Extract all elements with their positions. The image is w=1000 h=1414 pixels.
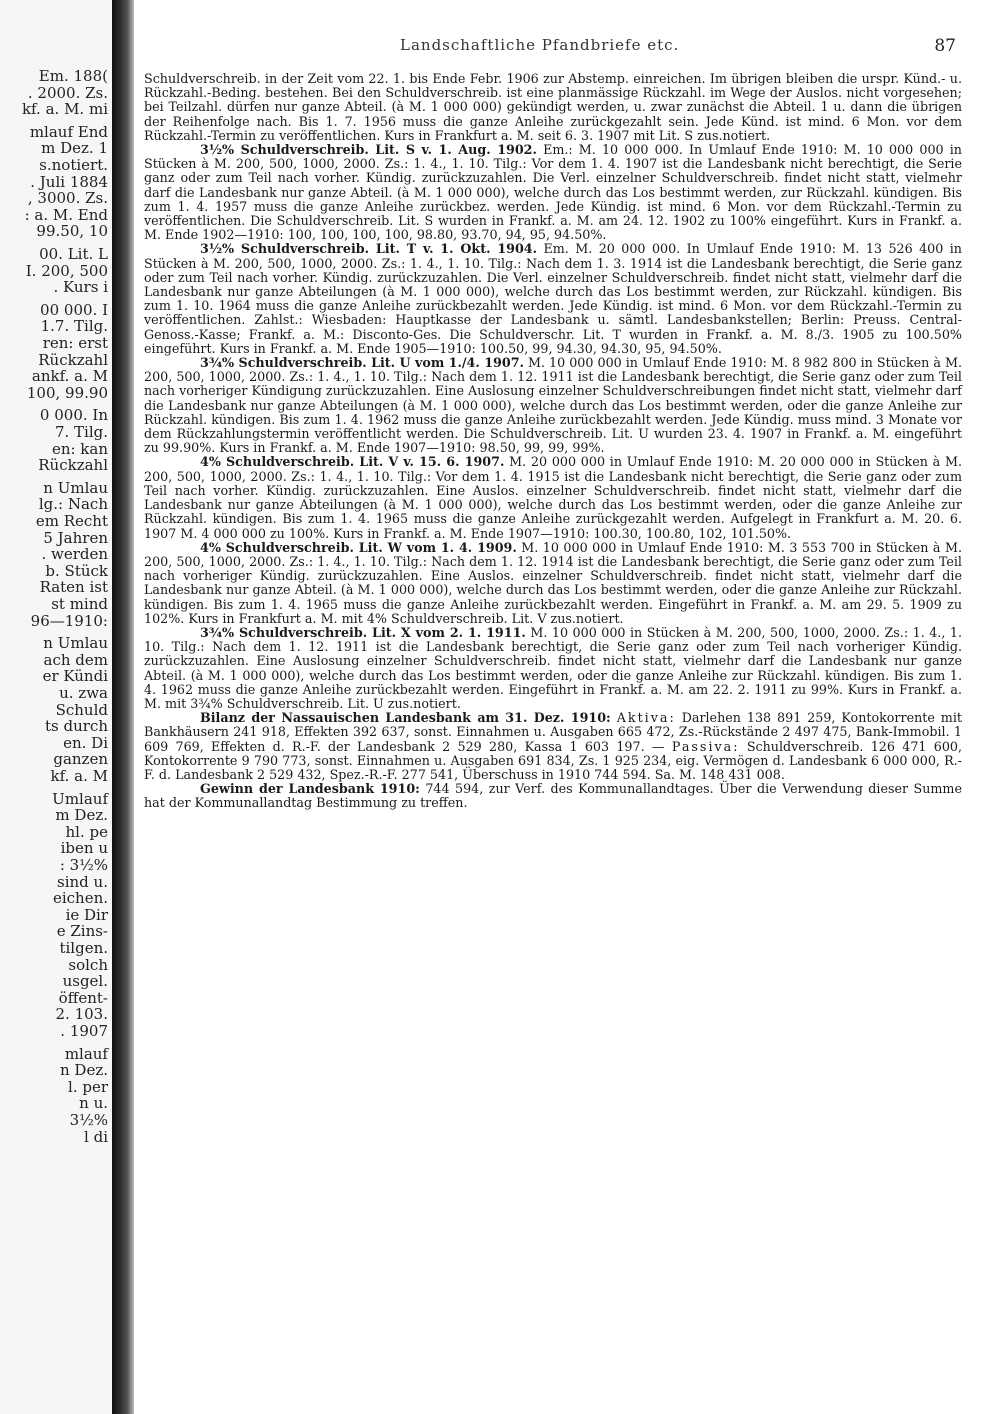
- strip-line: tilgen.: [59, 939, 108, 957]
- strip-line: 1.7. Tilg.: [40, 317, 108, 336]
- strip-line: . 1907: [60, 1022, 108, 1040]
- section-body: Em. M. 20 000 000. In Umlauf Ende 1910: M. 13 526 400 in Stücken à M. 200, 500, 1000, 2000. Zs.: 1. 4., 1. 10. Tilg.: Nach dem 1. 3. 1914 ist die Landesbank berechtigt, die Serie ganz oder zum Teil nach vorher. Kündig. zurückzuzahlen. Die Verl. einzelner Schuldverschreib. findet nicht statt, vielmehr darf die Landesbank nur ganze Abteilungen (à M. 1 000 000), welche durch das Los bestimmt werden, zur Rückzahl. kündigen. Bis zum 1. 10. 1964 muss die ganze Anleihe zurückbezahlt werden. Jede Kündig. ist mind. 6 Mon. vor dem Rückzahl.-Termin zu veröffentlichen. Zahlst.: Wiesbaden: Hauptkasse der Landesbank u. sämtl. Landesbankstellen; Berlin: Preuss. Central-Genoss.-Kasse; Frankf. a. M.: Disconto-Ges. Die Schuldverschr. Lit. T wurden in Frankf. a. M. 8./3. 1905 zu 100.50% eingeführt. Kurs in Frankf. a. M. Ende 1905—1910: 100.50, 99, 94.30, 94.30, 95, 94.50%.: [144, 241, 962, 356]
- running-title: Landschaftliche Pfandbriefe etc.: [400, 36, 680, 54]
- strip-line: 0 000. In: [39, 406, 108, 425]
- strip-line: Rückzahl: [38, 456, 108, 475]
- strip-line: e Zins-: [56, 922, 108, 941]
- strip-line: eichen.: [52, 889, 108, 908]
- main-text: [144, 72, 962, 811]
- strip-line: iben u: [60, 839, 108, 858]
- strip-line: u. zwa: [59, 684, 108, 702]
- strip-line: er Kündi: [42, 667, 108, 686]
- strip-line: lg.: Nach: [38, 495, 108, 514]
- strip-line: usgel.: [62, 972, 108, 991]
- section-body: M. 20 000 000 in Umlauf Ende 1910: M. 20 000 000 in Stücken à M. 200, 500, 1000, 2000. Zs.: 1. 4., 1. 10. Tilg.: Vor dem 1. 4. 1915 ist die Landesbank nicht berechtigt, die Serie ganz oder zum Teil nach vorher. Kündig. zurückzuzahlen. Eine Auslos. einzelner Schuldverschreib. findet nicht statt, vielmehr darf die Landesbank nur ganze Abteilungen (à M. 1 000 000), welche durch das Los bestimmt werden, oder die ganze Anleihe zur Rückzahl. kündigen. Bis zum 1. 4. 1965 muss die ganze Anleihe zurückgezahlt werden. Aufgelegt in Frankfurt a. M. 20. 6. 1907 M. 4 000 000 zu 100%. Kurs in Frankf. a. M. Ende 1907—1910: 100.30, 100.80, 102, 101.50%.: [144, 454, 962, 541]
- strip-line: 2. 103.: [55, 1005, 108, 1024]
- strip-line: Umlauf: [52, 789, 108, 808]
- strip-line: 96—1910:: [30, 611, 108, 630]
- section-title: 3½% Schuldverschreib. Lit. T v. 1. Okt. 1904.: [200, 241, 538, 257]
- strip-line: ankf. a. M: [31, 367, 108, 386]
- section-lit-t: [144, 242, 962, 356]
- strip-line: m Dez.: [55, 806, 108, 825]
- strip-line: Em. 188(: [38, 67, 108, 85]
- paragraph-text: Schuldverschreib. in der Zeit vom 22. 1. bis Ende Febr. 1906 zur Abstemp. einreichen. Im übrigen bleiben die urspr. Künd.- u. Rückzahl.-Beding. bestehen. Bei den Schuldverschreib. ist eine planmässige Rückzahl. im Wege der Auslos. nicht vorgesehen; bei Teilzahl. dürfen nur ganze Abteil. (à M. 1 000 000) gekündigt werden, u. zwar zunächst die Abteil. 1 u. dann die übrigen der Reihenfolge nach. Bis 1. 7. 1956 muss die ganze Anleihe zurückgezahlt sein. Jede Künd. ist mind. 6 Mon. vor dem Rückzahl.-Termin zu veröffentlichen. Kurs in Frankfurt a. M. seit 6. 3. 1907 mit Lit. S zus.notiert.: [144, 71, 962, 143]
- strip-line: ach dem: [43, 650, 108, 669]
- section-title: Gewinn der Landesbank 1910:: [200, 781, 420, 797]
- section-lit-x: [144, 626, 962, 711]
- aktiva-body: Darlehen 138 891 259, Kontokorrente mit Bankhäusern 241 918, Effekten 392 637, sonst. Einnahmen u. Ausgaben 665 472, Zs.-Rückstände 2 497 475, Bank-Immobil. 1 609 769, Effekten d. R.-F. der Landesbank 2 529 280, Kassa 1 603 197. —: [144, 710, 962, 754]
- strip-line: 7. Tilg.: [54, 423, 108, 441]
- strip-line: , 3000. Zs.: [27, 189, 108, 208]
- strip-line: I. 200, 500: [25, 261, 108, 280]
- strip-line: 3½%: [69, 1111, 108, 1129]
- strip-line: Schuld: [55, 700, 108, 719]
- section-body: Em.: M. 10 000 000. In Umlauf Ende 1910: M. 10 000 000 in Stücken à M. 200, 500, 1000, 2000. Zs.: 1. 4., 1. 10. Tilg.: Vor dem 1. 4. 1907 ist die Landesbank nicht berechtigt, die Serie ganz oder zum Teil nach vorher. Kündig. zurückzuzahlen. Die Verl. einzelner Schuldverschreib. findet nicht statt, vielmehr darf die Landesbank nur ganze Abteil. (à M. 1 000 000), welche durch das Los bestimmt werden, zur Rückzahl. kündigen. Bis zum 1. 4. 1957 muss die ganze Anleihe zurückbez. werden. Jede Kündig. ist mind. 6 Mon. vor dem Rückzahl.-Termin zu veröffentlichen. Die Schuldverschreib. Lit. S wurden in Frankf. a. M. am 24. 12. 1902 zu 100% eingeführt. Kurs in Frankf. a. M. Ende 1902—1910: 100, 100, 100, 100, 98.80, 93.70, 94, 95, 94.50%.: [144, 142, 962, 243]
- section-title: 3¾% Schuldverschreib. Lit. U vom 1./4. 1907.: [200, 355, 524, 371]
- strip-line: en. Di: [63, 733, 108, 752]
- section-title: 3½% Schuldverschreib. Lit. S v. 1. Aug. 1902.: [200, 142, 537, 158]
- strip-line: . werden: [41, 545, 108, 564]
- book-gutter: [112, 0, 134, 1414]
- section-body: M. 10 000 000 in Stücken à M. 200, 500, 1000, 2000. Zs.: 1. 4., 1. 10. Tilg.: Nach dem 1. 12. 1911 ist die Landesbank berechtigt, die Serie ganz oder zum Teil nach vorheriger Kündig. zurückzuzahlen. Eine Auslosung einzelner Schuldverschreib. findet nicht statt, vielmehr darf die Landesbank nur ganze Abteil. (à M. 1 000 000), welche durch das Los bestimmt werden, oder die ganze Anleihe zur Rückzahl. kündigen. Bis zum 1. 4. 1962 muss die ganze Anleihe zurückbezahlt werden. Eingeführt in Frankf. a. M. am 22. 2. 1911 zu 99%. Kurs in Frankf. a. M. mit 3¾% Schuldverschreib. Lit. U zus.notiert.: [144, 624, 962, 711]
- strip-line: öffent-: [58, 988, 108, 1007]
- section-title: 3¾% Schuldverschreib. Lit. X vom 2. 1. 1911.: [200, 624, 526, 640]
- strip-line: en: kan: [51, 439, 108, 458]
- strip-line: mlauf End: [29, 122, 108, 141]
- strip-line: m Dez. 1: [41, 139, 108, 158]
- section-lit-w: [144, 541, 962, 626]
- page-number: 87: [934, 36, 956, 56]
- aktiva-label: Aktiva:: [616, 710, 676, 726]
- strip-line: Rückzahl: [38, 350, 108, 369]
- section-body: M. 10 000 000 in Umlauf Ende 1910: M. 8 982 800 in Stücken à M. 200, 500, 1000, 2000. Zs.: 1. 4., 1. 10. Tilg.: Nach dem 1. 12. 1911 ist die Landesbank berechtigt, die Serie ganz oder zum Teil nach vorheriger Kündigung zurückzuzahlen. Eine Auslosung einzelner Schuldverschreibungen findet nicht statt, vielmehr darf die Landesbank nur ganze Abteilungen (à M. 1 000 000), welche durch das Los bestimmt werden, oder die ganze Anleihe zur Rückzahl. kündigen. Bis zum 1. 4. 1962 muss die ganze Anleihe zurückbezahlt werden. Jede Kündig. muss mind. 3 Monate vor dem Rückzahlungstermin veröffentlicht werden. Die Schuldverschreib. Lit. U wurden 23. 4. 1907 in Frankf. a. M. eingeführt zu 99.90%. Kurs in Frankf. a. M. Ende 1907—1910: 98.50, 99, 99, 99%.: [144, 355, 962, 456]
- section-bilanz: [144, 711, 962, 782]
- paragraph-continuation: [144, 72, 962, 143]
- strip-line: n u.: [79, 1094, 108, 1113]
- section-lit-v: [144, 455, 962, 540]
- strip-line: . Juli 1884: [30, 172, 108, 191]
- strip-line: sind u.: [57, 872, 108, 891]
- strip-line: b. Stück: [45, 561, 108, 580]
- section-title: 4% Schuldverschreib. Lit. V v. 15. 6. 1907.: [200, 454, 505, 470]
- strip-line: n Umlau: [43, 634, 108, 653]
- strip-line: 00. Lit. L: [39, 245, 108, 263]
- strip-line: n Dez.: [59, 1061, 108, 1080]
- strip-line: 00 000. I: [40, 300, 108, 319]
- section-title: 4% Schuldverschreib. Lit. W vom 1. 4. 1909.: [200, 539, 517, 555]
- strip-line: kf. a. M. mi: [21, 100, 108, 119]
- strip-line: em Recht: [35, 512, 108, 530]
- section-title: Bilanz der Nassauischen Landesbank am 31. Dez. 1910:: [200, 710, 611, 726]
- passiva-label: Passiva:: [671, 738, 740, 754]
- section-lit-s: [144, 143, 962, 242]
- section-body: M. 10 000 000 in Umlauf Ende 1910: M. 3 553 700 in Stücken à M. 200, 500, 1000, 2000. Zs.: 1. 4., 1. 10. Tilg.: Nach dem 1. 12. 1914 ist die Landesbank berechtigt, die Serie ganz oder zum Teil nach vorheriger Kündig. zurückzuzahlen. Eine Auslos. einzelner Schuldverschreib. findet nicht statt, vielmehr darf die Landesbank nur ganze Abteil. (à M. 1 000 000), welche durch das Los bestimmt werden, oder die ganze Anleihe zur Rückzahl. kündigen. Bis zum 1. 4. 1965 muss die ganze Anleihe zurückbezahlt werden. Eingeführt in Frankf. a. M. am 29. 5. 1909 zu 102%. Kurs in Frankfurt a. M. mit 4% Schuldverschreib. Lit. V zus.notiert.: [144, 539, 962, 626]
- strip-line: ie Dir: [65, 905, 108, 924]
- strip-line: n Umlau: [43, 478, 108, 497]
- strip-line: l. per: [68, 1077, 108, 1096]
- passiva-body: Schuldverschreib. 126 471 600, Kontokorrente 9 790 773, sonst. Einnahmen u. Ausgaben 691 834, Zs. 1 925 234, eig. Vermögen d. Landesbank 6 000 000, R.-F. d. Landesbank 2 529 432, Spez.-R.-F. 277 541, Überschuss in 1910 744 594. Sa. M. 148 431 008.: [144, 738, 962, 782]
- strip-line: hl. pe: [65, 822, 108, 841]
- running-header: [134, 36, 1000, 56]
- strip-line: . 2000. Zs.: [27, 83, 108, 102]
- strip-line: l di: [84, 1127, 108, 1146]
- strip-line: ts durch: [45, 717, 108, 736]
- strip-line: : 3½%: [59, 856, 108, 874]
- strip-line: 5 Jahren: [43, 528, 108, 547]
- strip-line: ganzen: [53, 750, 108, 769]
- strip-line: s.notiert.: [39, 156, 108, 174]
- strip-line: ren: erst: [42, 334, 108, 352]
- strip-line: : a. M. End: [24, 205, 108, 224]
- strip-line: mlauf: [64, 1044, 108, 1063]
- section-body: 744 594, zur Verf. des Kommunallandtages. Über die Verwendung dieser Summe hat der Kommunallandtag Bestimmung zu treffen.: [144, 781, 962, 811]
- strip-line: solch: [68, 955, 108, 974]
- strip-line: . Kurs i: [53, 278, 108, 297]
- strip-line: st mind: [51, 595, 108, 613]
- section-lit-u: [144, 356, 962, 455]
- previous-page-strip: [0, 0, 112, 1414]
- strip-line: 99.50, 10: [36, 222, 108, 241]
- strip-line: kf. a. M: [50, 767, 108, 785]
- section-gewinn: [144, 782, 962, 810]
- strip-line: 100, 99.90: [26, 383, 108, 402]
- strip-line: Raten ist: [39, 578, 108, 597]
